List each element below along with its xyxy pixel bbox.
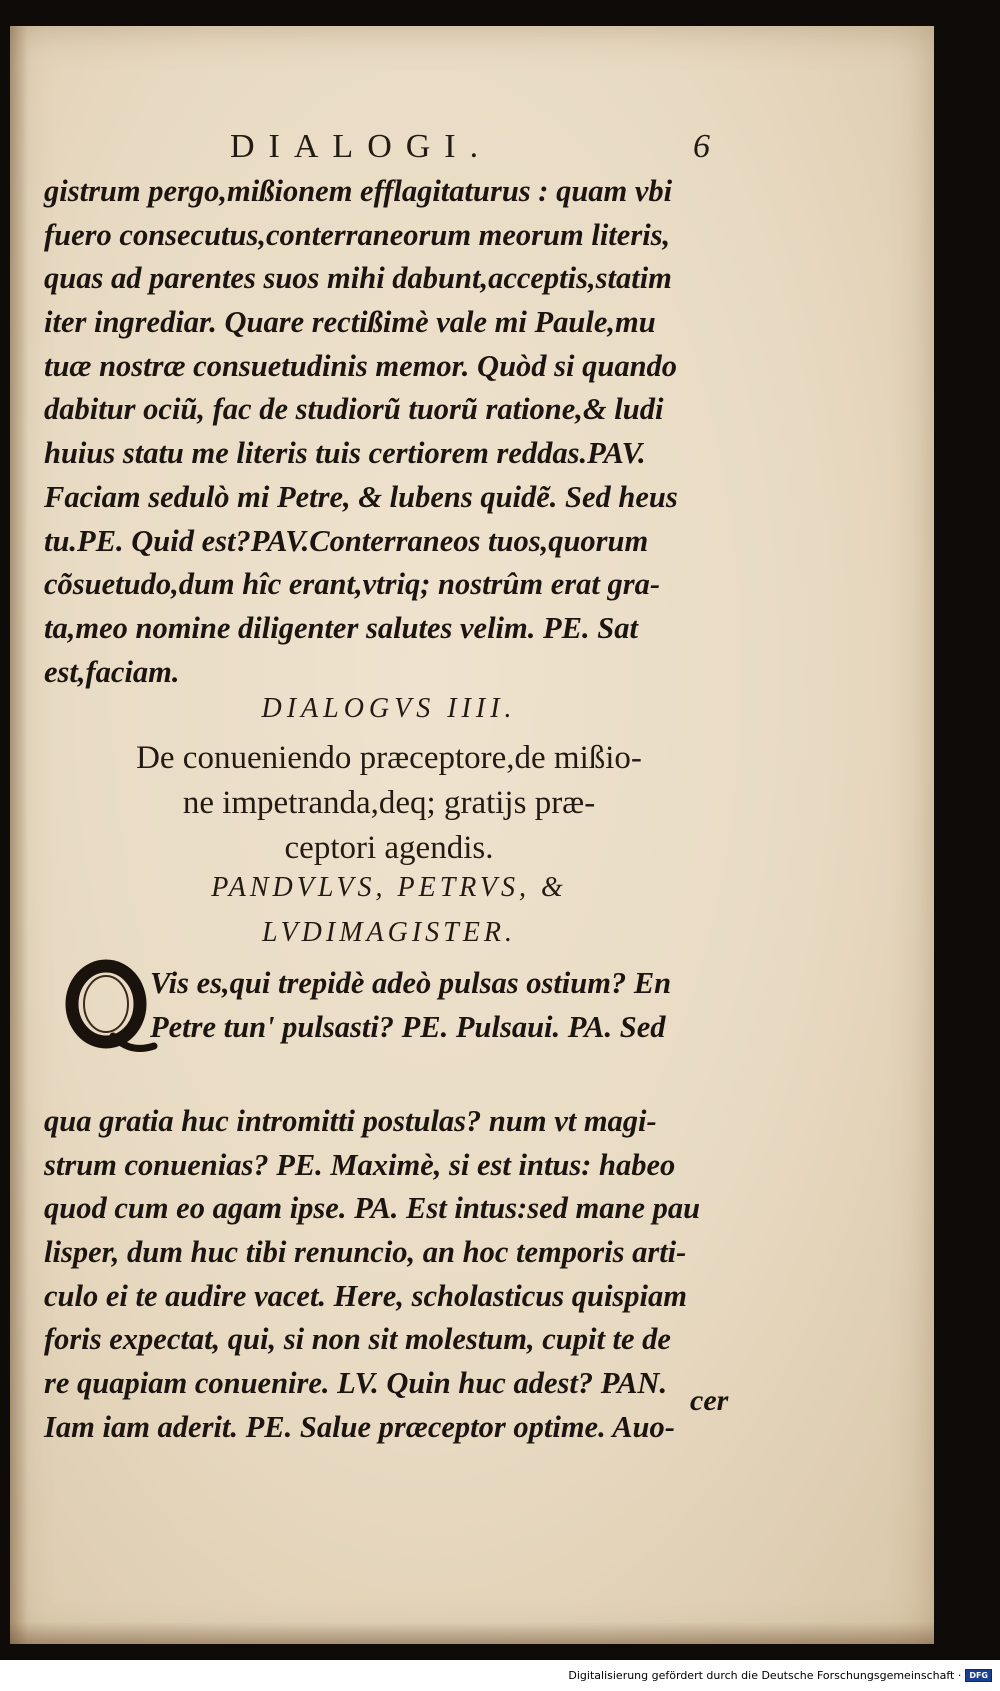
text-line: culo ei te audire vacet. Here, scholasticus quispiam (44, 1278, 688, 1313)
text-line: huius statu me literis tuis certiorem reddas.PAV. (44, 436, 646, 471)
subtitle-line: De conueniendo præceptore,de mißio- (136, 740, 642, 776)
text-line: cõsuetudo,dum hîc erant,vtriq; nostrûm erat gra- (44, 567, 661, 602)
speakers-line: LVDIMAGISTER. (262, 917, 516, 948)
text-line: ta,meo nomine diligenter salutes velim. PE. Sat (44, 610, 638, 645)
initial-letter: Q (107, 1018, 109, 1019)
page-shadow-left (10, 26, 28, 1644)
footer-text: Digitalisierung gefördert durch die Deutsche Forschungsgemeinschaft · (568, 1669, 962, 1682)
text-line: re quapiam conuenire. LV. Quin huc adest? PAN. (44, 1366, 668, 1401)
text-line: est,faciam. (44, 654, 180, 689)
page-shadow-bottom (10, 1622, 934, 1644)
subtitle-line: ne impetranda,deq; gratijs præ- (182, 785, 596, 821)
text-line: Faciam sedulò mi Petre, & lubens quidẽ. Sed heus (44, 479, 678, 514)
text-line: iter ingrediar. Quare rectißimè vale mi Paule,mu (44, 305, 656, 340)
decorated-initial (58, 958, 158, 1058)
digitization-footer (568, 1669, 992, 1682)
text-line: strum conuenias? PE. Maximè, si est intus: habeo (44, 1147, 676, 1182)
text-line: foris expectat, qui, si non sit molestum, cupit te de (44, 1322, 671, 1357)
text-block-top (44, 170, 734, 694)
text-line: qua gratia huc intromitti postulas? num vt magi- (44, 1104, 657, 1138)
text-line: quas ad parentes suos mihi dabunt,acceptis,statim (44, 261, 672, 296)
text-block-initial (150, 962, 750, 1049)
text-line: tuæ nostræ consuetudinis memor. Quòd si quando (44, 348, 678, 383)
text-line: fuero consecutus,conterraneorum meorum literis, (44, 217, 671, 252)
catchword: cer (690, 1384, 729, 1417)
text-line: dabitur ociũ, fac de studiorũ tuorũ ratione,& ludi (44, 392, 664, 427)
text-line: Vis es,qui trepidè adeò pulsas ostium? En (150, 966, 672, 1000)
text-line: Iam iam aderit. PE. Salue præceptor optime. Auo- (44, 1409, 675, 1444)
dfg-logo: DFG (965, 1669, 992, 1682)
section-heading: DIALOGVS IIII. (261, 693, 517, 724)
text-line: gistrum pergo,mißionem efflagitaturus : quam vbi (44, 174, 673, 208)
text-block-bottom (44, 1100, 734, 1450)
text-line: quod cum eo agam ipse. PA. Est intus:sed mane pau (44, 1191, 701, 1226)
text-line: Petre tun' pulsasti? PE. Pulsaui. PA. Sed (150, 1009, 666, 1044)
running-title: DIALOGI. (230, 128, 493, 165)
text-line: tu.PE. Quid est?PAV.Conterraneos tuos,quorum (44, 523, 649, 558)
speakers-line: PANDVLVS, PETRVS, & (211, 872, 567, 903)
text-line: lisper, dum huc tibi renuncio, an hoc temporis arti- (44, 1235, 687, 1270)
folio-number: 6 (693, 128, 710, 165)
subtitle-line: ceptori agendis. (284, 830, 494, 866)
